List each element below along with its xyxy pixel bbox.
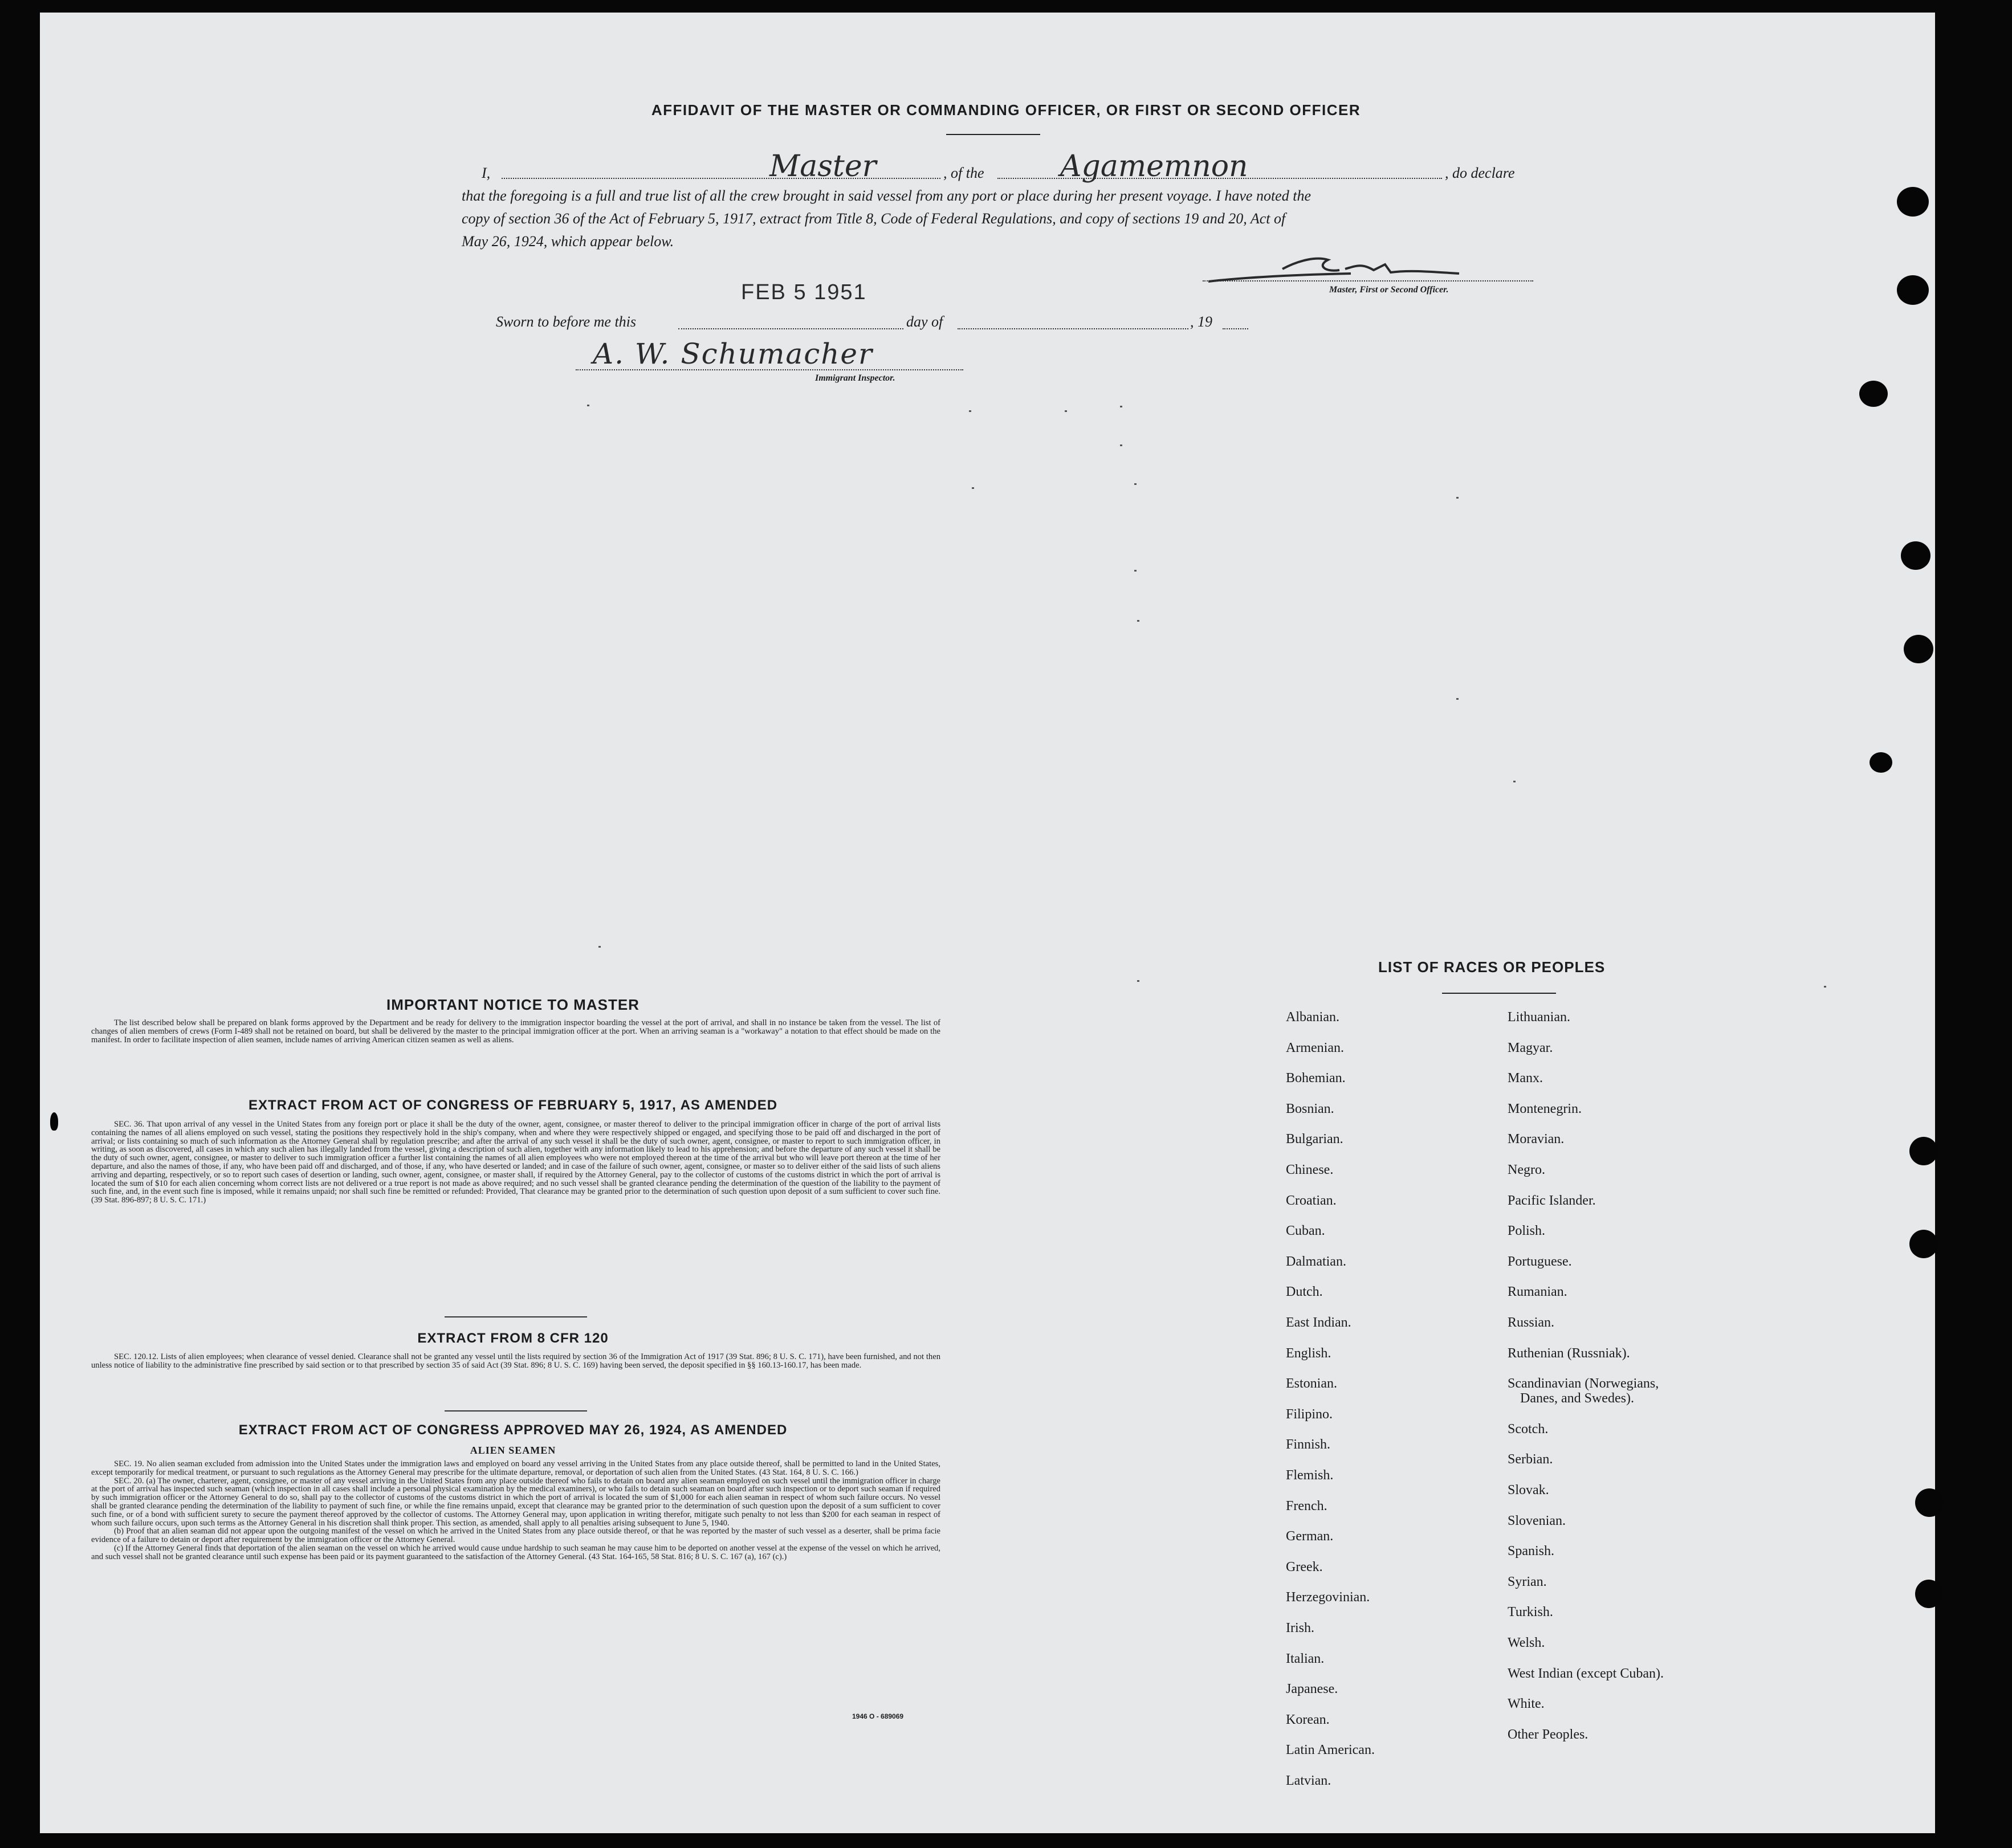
- race-item: Manx.: [1508, 1071, 1543, 1086]
- race-item: Lithuanian.: [1508, 1010, 1570, 1025]
- race-item: West Indian (except Cuban).: [1508, 1666, 1664, 1681]
- race-item: Croatian.: [1286, 1193, 1337, 1208]
- race-item: Serbian.: [1508, 1452, 1553, 1467]
- race-item: Pacific Islander.: [1508, 1193, 1596, 1208]
- year-line: [1223, 328, 1248, 329]
- handwritten-vessel: Agamemnon: [1060, 149, 1248, 183]
- title-underline: [946, 134, 1040, 135]
- race-item: Finnish.: [1286, 1437, 1331, 1453]
- sworn-label: Sworn to before me this: [496, 313, 637, 330]
- race-item: Welsh.: [1508, 1635, 1545, 1650]
- declaration-body: [462, 185, 1536, 253]
- race-item: Scotch.: [1508, 1421, 1549, 1437]
- officer-signature-caption: Master, First or Second Officer.: [1329, 285, 1449, 295]
- blank-mark: [1513, 781, 1516, 782]
- day-of-label: day of: [906, 313, 943, 330]
- race-item: Herzegovinian.: [1286, 1590, 1370, 1605]
- affidavit-title: AFFIDAVIT OF THE MASTER OR COMMANDING OFFICER, OR FIRST OR SECOND OFFICER: [651, 101, 1361, 119]
- blank-mark: [1137, 980, 1139, 982]
- race-item: Scandinavian (Norwegians,: [1508, 1376, 1659, 1392]
- race-item: Greek.: [1286, 1559, 1323, 1574]
- race-item: Albanian.: [1286, 1010, 1339, 1025]
- section-divider: [445, 1410, 587, 1412]
- race-item: Ruthenian (Russniak).: [1508, 1345, 1630, 1361]
- month-line: [958, 328, 1188, 329]
- punch-hole: [1859, 381, 1888, 407]
- sec-20c-paragraph: (c) If the Attorney General finds that deportation of the alien seaman on the vessel on which he arrived would cause undue hardship to such seaman he may cause him to be deported on another vessel at the expense of the vessel on which he arrived, and such vessel shall not be granted clearance until such expense has been paid or its payment guaranteed to the satisfaction of the Attorney General. (43 Stat. 164-165, 58 Stat. 816; 8 U. S. C. 167 (a), 167 (c).): [91, 1543, 940, 1561]
- date-stamp: FEB 5 1951: [741, 280, 867, 304]
- race-item: Polish.: [1508, 1223, 1546, 1239]
- extract-1917-title: EXTRACT FROM ACT OF CONGRESS OF FEBRUARY 5, 1917, AS AMENDED: [248, 1098, 778, 1113]
- race-item: Italian.: [1286, 1651, 1325, 1666]
- races-title: LIST OF RACES OR PEOPLES: [1378, 958, 1606, 976]
- alien-seamen-subtitle: ALIEN SEAMEN: [470, 1445, 556, 1456]
- blank-mark: [1065, 410, 1067, 412]
- blank-mark: [598, 946, 601, 948]
- race-item: Bosnian.: [1286, 1101, 1334, 1116]
- extract-cfr-text: SEC. 120.12. Lists of alien employees; when clearance of vessel denied. Clearance shall not be granted any vessel until the lists required by section 36 of the Immigration Act of 1917 (39 Stat. 896; 8 U. S. C. 171), have been furnished, and not then unless notice of liability to the administrative fine prescribed by said section or to that prescribed by section 35 of said Act (39 Stat. 896; 8 U. S. C. 169) having been served, the deposit specified in §§ 160.13-160.17, has been made.: [91, 1352, 940, 1370]
- year-label: , 19: [1190, 313, 1212, 330]
- race-item: Russian.: [1508, 1315, 1555, 1330]
- race-item: Latvian.: [1286, 1773, 1331, 1788]
- race-item: Montenegrin.: [1508, 1101, 1582, 1116]
- blank-mark: [1456, 497, 1459, 499]
- race-item: Bulgarian.: [1286, 1132, 1343, 1147]
- race-item: East Indian.: [1286, 1315, 1351, 1330]
- notice-text: The list described below shall be prepared on blank forms approved by the Department and be ready for delivery to the immigration inspector boarding the vessel at the port of arrival, and shall in no instance be taken from the vessel. The list of changes of alien members of crews (Form I-489 shall not be retained on board, but shall be delivered by the master to the principal immigration officer at the port. When an arriving seaman is a "workaway" a notation to that effect should be made on the manifest. In order to facilitate inspection of alien seamen, include names of arriving American citizen seamen as well as aliens.: [91, 1018, 940, 1045]
- punch-hole: [1915, 1580, 1942, 1608]
- punch-hole: [1909, 1137, 1938, 1165]
- blank-mark: [1456, 698, 1459, 700]
- blank-mark: [1134, 570, 1137, 572]
- declaration-line-2: copy of section 36 of the Act of February 5, 1917, extract from Title 8, Code of Federal Regulations, and copy of sections 19 and 20, Act of: [462, 210, 1286, 227]
- race-item: Latin American.: [1286, 1743, 1375, 1758]
- punch-hole: [1915, 1488, 1944, 1517]
- officer-signature-line: [1203, 280, 1533, 282]
- race-item: Japanese.: [1286, 1682, 1338, 1697]
- punch-hole: [1904, 635, 1933, 663]
- race-item: Flemish.: [1286, 1468, 1334, 1483]
- blank-mark: [972, 487, 974, 489]
- blank-mark: [1824, 986, 1826, 988]
- race-item: Negro.: [1508, 1162, 1545, 1177]
- sec-19-paragraph: SEC. 19. No alien seaman excluded from admission into the United States under the immigration laws and employed on board any vessel arriving in the United States from any place outside thereof, shall be permitted to land in the United States, except temporarily for medical treatment, or pursuant to such regulations as the Attorney General may prescribe for the ultimate departure, removal, or deportation of such alien from the United States. (43 Stat. 164, 8 U. S. C. 166.): [91, 1459, 940, 1477]
- race-item: Irish.: [1286, 1621, 1314, 1635]
- blank-mark: [1120, 406, 1122, 407]
- do-declare-label: , do declare: [1445, 165, 1515, 181]
- race-item: Slovenian.: [1508, 1513, 1566, 1528]
- race-item: English.: [1286, 1345, 1331, 1361]
- print-code: 1946 O - 689069: [852, 1712, 904, 1720]
- race-item: Spanish.: [1508, 1544, 1555, 1559]
- race-item: Slovak.: [1508, 1483, 1549, 1498]
- handwritten-master: Master: [769, 149, 877, 183]
- race-item: Cuban.: [1286, 1223, 1325, 1239]
- blank-mark: [587, 405, 589, 406]
- notice-title: IMPORTANT NOTICE TO MASTER: [386, 996, 640, 1013]
- blank-mark: [1120, 444, 1122, 446]
- sworn-date-line: [678, 328, 903, 329]
- race-item: Bohemian.: [1286, 1071, 1346, 1086]
- blank-mark: [1137, 620, 1139, 622]
- race-item: Moravian.: [1508, 1132, 1565, 1147]
- race-item: French.: [1286, 1498, 1327, 1514]
- race-item: Armenian.: [1286, 1040, 1344, 1055]
- declaration-line-1: that the foregoing is a full and true list of all the crew brought in said vessel from any port or place during her present voyage. I have noted the: [462, 187, 1311, 204]
- extract-1924-text: [91, 1460, 940, 1561]
- inspector-signature: A. W. Schumacher: [593, 337, 873, 370]
- extract-1917-text: SEC. 36. That upon arrival of any vessel in the United States from any foreign port or place it shall be the duty of the owner, agent, consignee, or master thereof to deliver to the principal immigration officer in charge of the port of arrival lists containing the names of all aliens employed on such vessel, stating the positions they respectively hold in the ship's company, when and where they were respectively shipped or engaged, and specifying those to be paid off and discharged in the port of arrival; or lists containing so much of such information as the Attorney General shall by regulation prescribe; and after the arrival of any such vessel it shall be the duty of such owner, agent, consignee, or master to report to such immigration officer, in writing, as soon as discovered, all cases in which any such alien has illegally landed from the vessel, giving a description of such alien, together with any information likely to lead to his apprehension; and before the departure of any such vessel it shall be the duty of such owner, agent, consignee, or master to deliver to such immigration officer a further list containing the names of all alien employees who were not employed thereon at the time of the arrival but who will leave port thereon at the time of her departure, and also the names of those, if any, who have been paid off and discharged, and of those, if any, who have deserted or landed; and in case of the failure of such owner, agent, consignee, or master so to deliver either of the said lists of such aliens arriving and departing, respectively, or so to report such cases of desertion or landing, such owner, agent, consignee, or master shall, if required by the Attorney General, pay to the collector of customs of the customs district in which the port of arrival is located the sum of $10 for each alien concerning whom correct lists are not delivered or a true report is not made as above required; and no such vessel shall be granted clearance pending the determination of the question of the liability to the payment of such fine, and, in the event such fine is imposed, while it remains unpaid; nor shall such fine be remitted or refunded: Provided, That clearance may be granted prior to the determination of such question upon deposit of a sum sufficient to cover such fine. (39 Stat. 896-897; 8 U. S. C. 171.): [91, 1120, 940, 1205]
- declaration-line-3: May 26, 1924, which appear below.: [462, 233, 674, 250]
- extract-1924-title: EXTRACT FROM ACT OF CONGRESS APPROVED MAY 26, 1924, AS AMENDED: [238, 1422, 788, 1438]
- race-item: White.: [1508, 1696, 1545, 1712]
- punch-hole: [1901, 541, 1930, 570]
- inspector-caption: Immigrant Inspector.: [815, 373, 895, 383]
- race-item: Magyar.: [1508, 1040, 1553, 1055]
- punch-hole: [1909, 1230, 1938, 1258]
- of-the-label: , of the: [943, 165, 984, 181]
- race-item: Dalmatian.: [1286, 1254, 1346, 1269]
- sec-20a-paragraph: SEC. 20. (a) The owner, charterer, agent, consignee, or master of any vessel arriving in the United States from any place outside thereof who fails to detain on board any alien seaman employed on such vessel until the immigration officer in charge at the port of arrival has inspected such seaman (which inspection in all cases shall include a personal physical examination by the medical examiners), or who fails to detain such seaman on board after such inspection or to deport such seaman if required by such immigration officer or the Attorney General to do so, shall pay to the collector of customs of the customs district in which the port of arrival is located the sum of $1,000 for each alien seaman in respect of whom such failure occurs. No vessel shall be granted clearance pending the determination of the liability to payment of such fine, or while the fine remains unpaid, except that clearance may be granted prior to the determination of such question upon the deposit of a sum sufficient to cover such fine, or of a bond with sufficient surety to secure the payment thereof approved by the collector of customs. The Attorney General may, upon application in writing therefor, mitigate such penalty to not less than $200 for each seaman in respect of whom such failure occurs, upon such terms as the Attorney General in his discretion shall think proper. This section, as amended, shall apply to all penalties arising subsequent to June 5, 1940.: [91, 1476, 940, 1528]
- inspector-signature-line: [576, 369, 963, 370]
- left-edge-mark: [50, 1112, 58, 1131]
- section-divider: [445, 1316, 587, 1317]
- punch-hole: [1897, 187, 1929, 217]
- race-item: Korean.: [1286, 1712, 1330, 1727]
- blank-mark: [969, 410, 971, 412]
- race-item: Danes, and Swedes).: [1520, 1391, 1634, 1406]
- race-item: Portuguese.: [1508, 1254, 1572, 1269]
- blank-mark: [1134, 483, 1137, 485]
- race-item: Estonian.: [1286, 1376, 1337, 1392]
- extract-cfr-title: EXTRACT FROM 8 CFR 120: [417, 1331, 609, 1346]
- race-item: Filipino.: [1286, 1406, 1333, 1422]
- race-item: Turkish.: [1508, 1605, 1553, 1620]
- i-label: I,: [482, 165, 491, 181]
- race-item: German.: [1286, 1529, 1334, 1544]
- race-item: Syrian.: [1508, 1574, 1547, 1589]
- sec-20b-paragraph: (b) Proof that an alien seaman did not appear upon the outgoing manifest of the vessel on which he arrived in the United States from any place outside thereof, or that he was reported by the master of such vessel as a deserter, shall be prima facie evidence of a failure to detain or deport after requirement by the immigration officer or the Attorney General.: [91, 1527, 940, 1545]
- race-item: Rumanian.: [1508, 1284, 1567, 1300]
- punch-hole: [1870, 752, 1892, 773]
- race-item: Other Peoples.: [1508, 1727, 1589, 1742]
- punch-hole: [1897, 275, 1929, 305]
- race-item: Dutch.: [1286, 1284, 1323, 1300]
- races-title-underline: [1442, 993, 1556, 994]
- race-item: Chinese.: [1286, 1162, 1334, 1177]
